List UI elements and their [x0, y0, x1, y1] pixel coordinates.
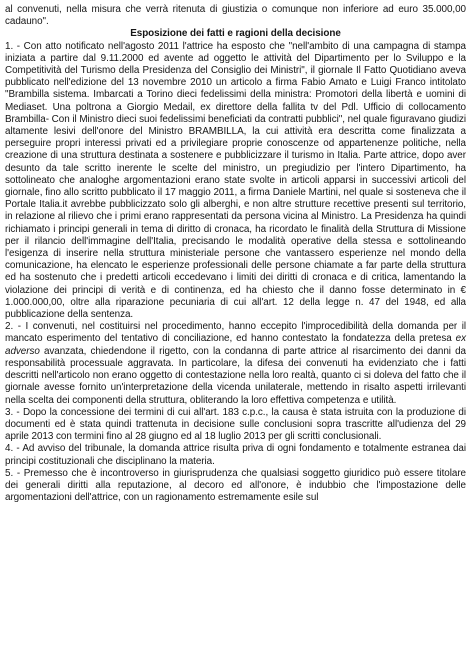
intro-paragraph: al convenuti, nella misura che verrà ritenuta di giustizia o comunque non inferiore ad euro 35.000,00 cadauno".	[5, 4, 466, 28]
paragraph-3: 3. - Dopo la concessione dei termini di cui all'art. 183 c.p.c., la causa è stata istruita con la produzione di documenti ed è stata quindi trattenuta in decisione sulle conclusioni sopra trascritte all'udienza del 29 aprile 2013 con termini fino al 28 giugno ed al 18 luglio 2013 per gli scritti conclusionali.	[5, 406, 466, 443]
paragraph-2	[5, 321, 466, 406]
paragraph-2-italic-phrase: ex adverso	[5, 333, 466, 357]
paragraph-1: 1. - Con atto notificato nell'agosto 2011 l'attrice ha esposto che "nell'ambito di una campagna di stampa iniziata a partire dal 9.11.2000 ed avente ad oggetto le attività del Dipartimento per lo Sviluppo e la Competitività del Turismo della Presidenza del Consiglio dei Ministri", il giornale Il Fatto Quotidiano aveva pubblicato nell'edizione del 13 novembre 2010 un articolo a firma Fabio Amato e Luigi Franco intitolato "Brambilla sistema. Imbarcati a Torino dieci fedelissimi della ministra: Promotori della libertà e uomini di Mediaset. Una poltrona a Giorgio Medail, ex direttore della fallita tv del Pdl. Ufficio di collocamento Brambilla- Con il Ministro dieci suoi fedelissimi beneficiati da contratti pubblici", nel quale figuravano giudizi altamente lesivi dell'onore del Ministro BRAMBILLA, la cui attività era descritta come finalizzata a perseguire propri interessi privati ed a privilegiare proprie conoscenze od appartenenze politiche, nella creazione di una struttura destinata a sostenere e pubblicizzare il turismo in Italia. Parte attrice, dopo aver desunto da tale scritto inerente le scelte del ministro, un pregiudizio per l'intero Dipartimento, ha sottolineato che analoghe argomentazioni erano state svolte in articoli apparsi in successivi articoli del giornale, fino allo scritto pubblicato il 17 maggio 2011, a firma Daniele Martini, nel quale si sosteneva che il Portale Italia.it avrebbe pubblicizzato solo gli alberghi, e non altre strutture recettive presenti sul territorio, in relazione al rilievo che i primi erano rappresentati da persona vicina al Ministro. La Presidenza ha quindi richiamato i principi generali in tema di diritto di cronaca, ha ricordato le finalità della Struttura di Missione per il rilancio dell'immagine dell'Italia, precisando le modalità operative della stessa e sottolineando l'esigenza di inserire nella struttura ministeriale persone che vantassero esperienze nel mondo della comunicazione, ha elencato le esperienze professionali delle persone chiamate a far parte della struttura ed ha sostenuto che i predetti articoli eccedevano i limiti dei diritti di cronaca e di critica, lamentando la violazione dei principi di verità e di continenza, ed ha chiesto che il danno fosse determinato in € 1.000.000,00, oltre alla riparazione pecuniaria di cui all'art. 12 della legge n. 47 del 1948, ed alla pubblicazione della sentenza.	[5, 40, 466, 321]
paragraph-2-part-2: avanzata, chiedendone il rigetto, con la condanna di parte attrice al risarcimento dei danni da responsabilità processuale aggravata. In particolare, la difesa dei convenuti ha evidenziato che i fatti descritti nell'articolo non erano oggetto di contestazione nella loro realtà, quanto ci si doleva del fatto che il giornale avesse fornito un'interpretazione della vicenda unilaterale, mettendo in risalto aspetti irrilevanti nella scelta dei componenti della struttura, obliterando la loro effettiva competenza e utilità.	[5, 345, 466, 406]
paragraph-5: 5. - Premesso che è incontroverso in giurisprudenza che qualsiasi soggetto giuridico può essere titolare dei generali diritti alla reputazione, al decoro ed all'onore, è indubbio che l'impostazione delle argomentazioni dell'attrice, con un ragionamento estremamente esile sul	[5, 467, 466, 504]
section-title: Esposizione dei fatti e ragioni della decisione	[130, 28, 341, 40]
paragraph-4: 4. - Ad avviso del tribunale, la domanda attrice risulta priva di ogni fondamento e totalmente estranea dai principi costituzionali che disciplinano la materia.	[5, 443, 466, 467]
document-page	[5, 4, 466, 504]
paragraph-2-part-1: 2. - I convenuti, nel costituirsi nel procedimento, hanno eccepito l'improcedibilità della domanda per il mancato esperimento del tentativo di conciliazione, ed hanno contestato la fondatezza della pretesa	[5, 321, 466, 345]
